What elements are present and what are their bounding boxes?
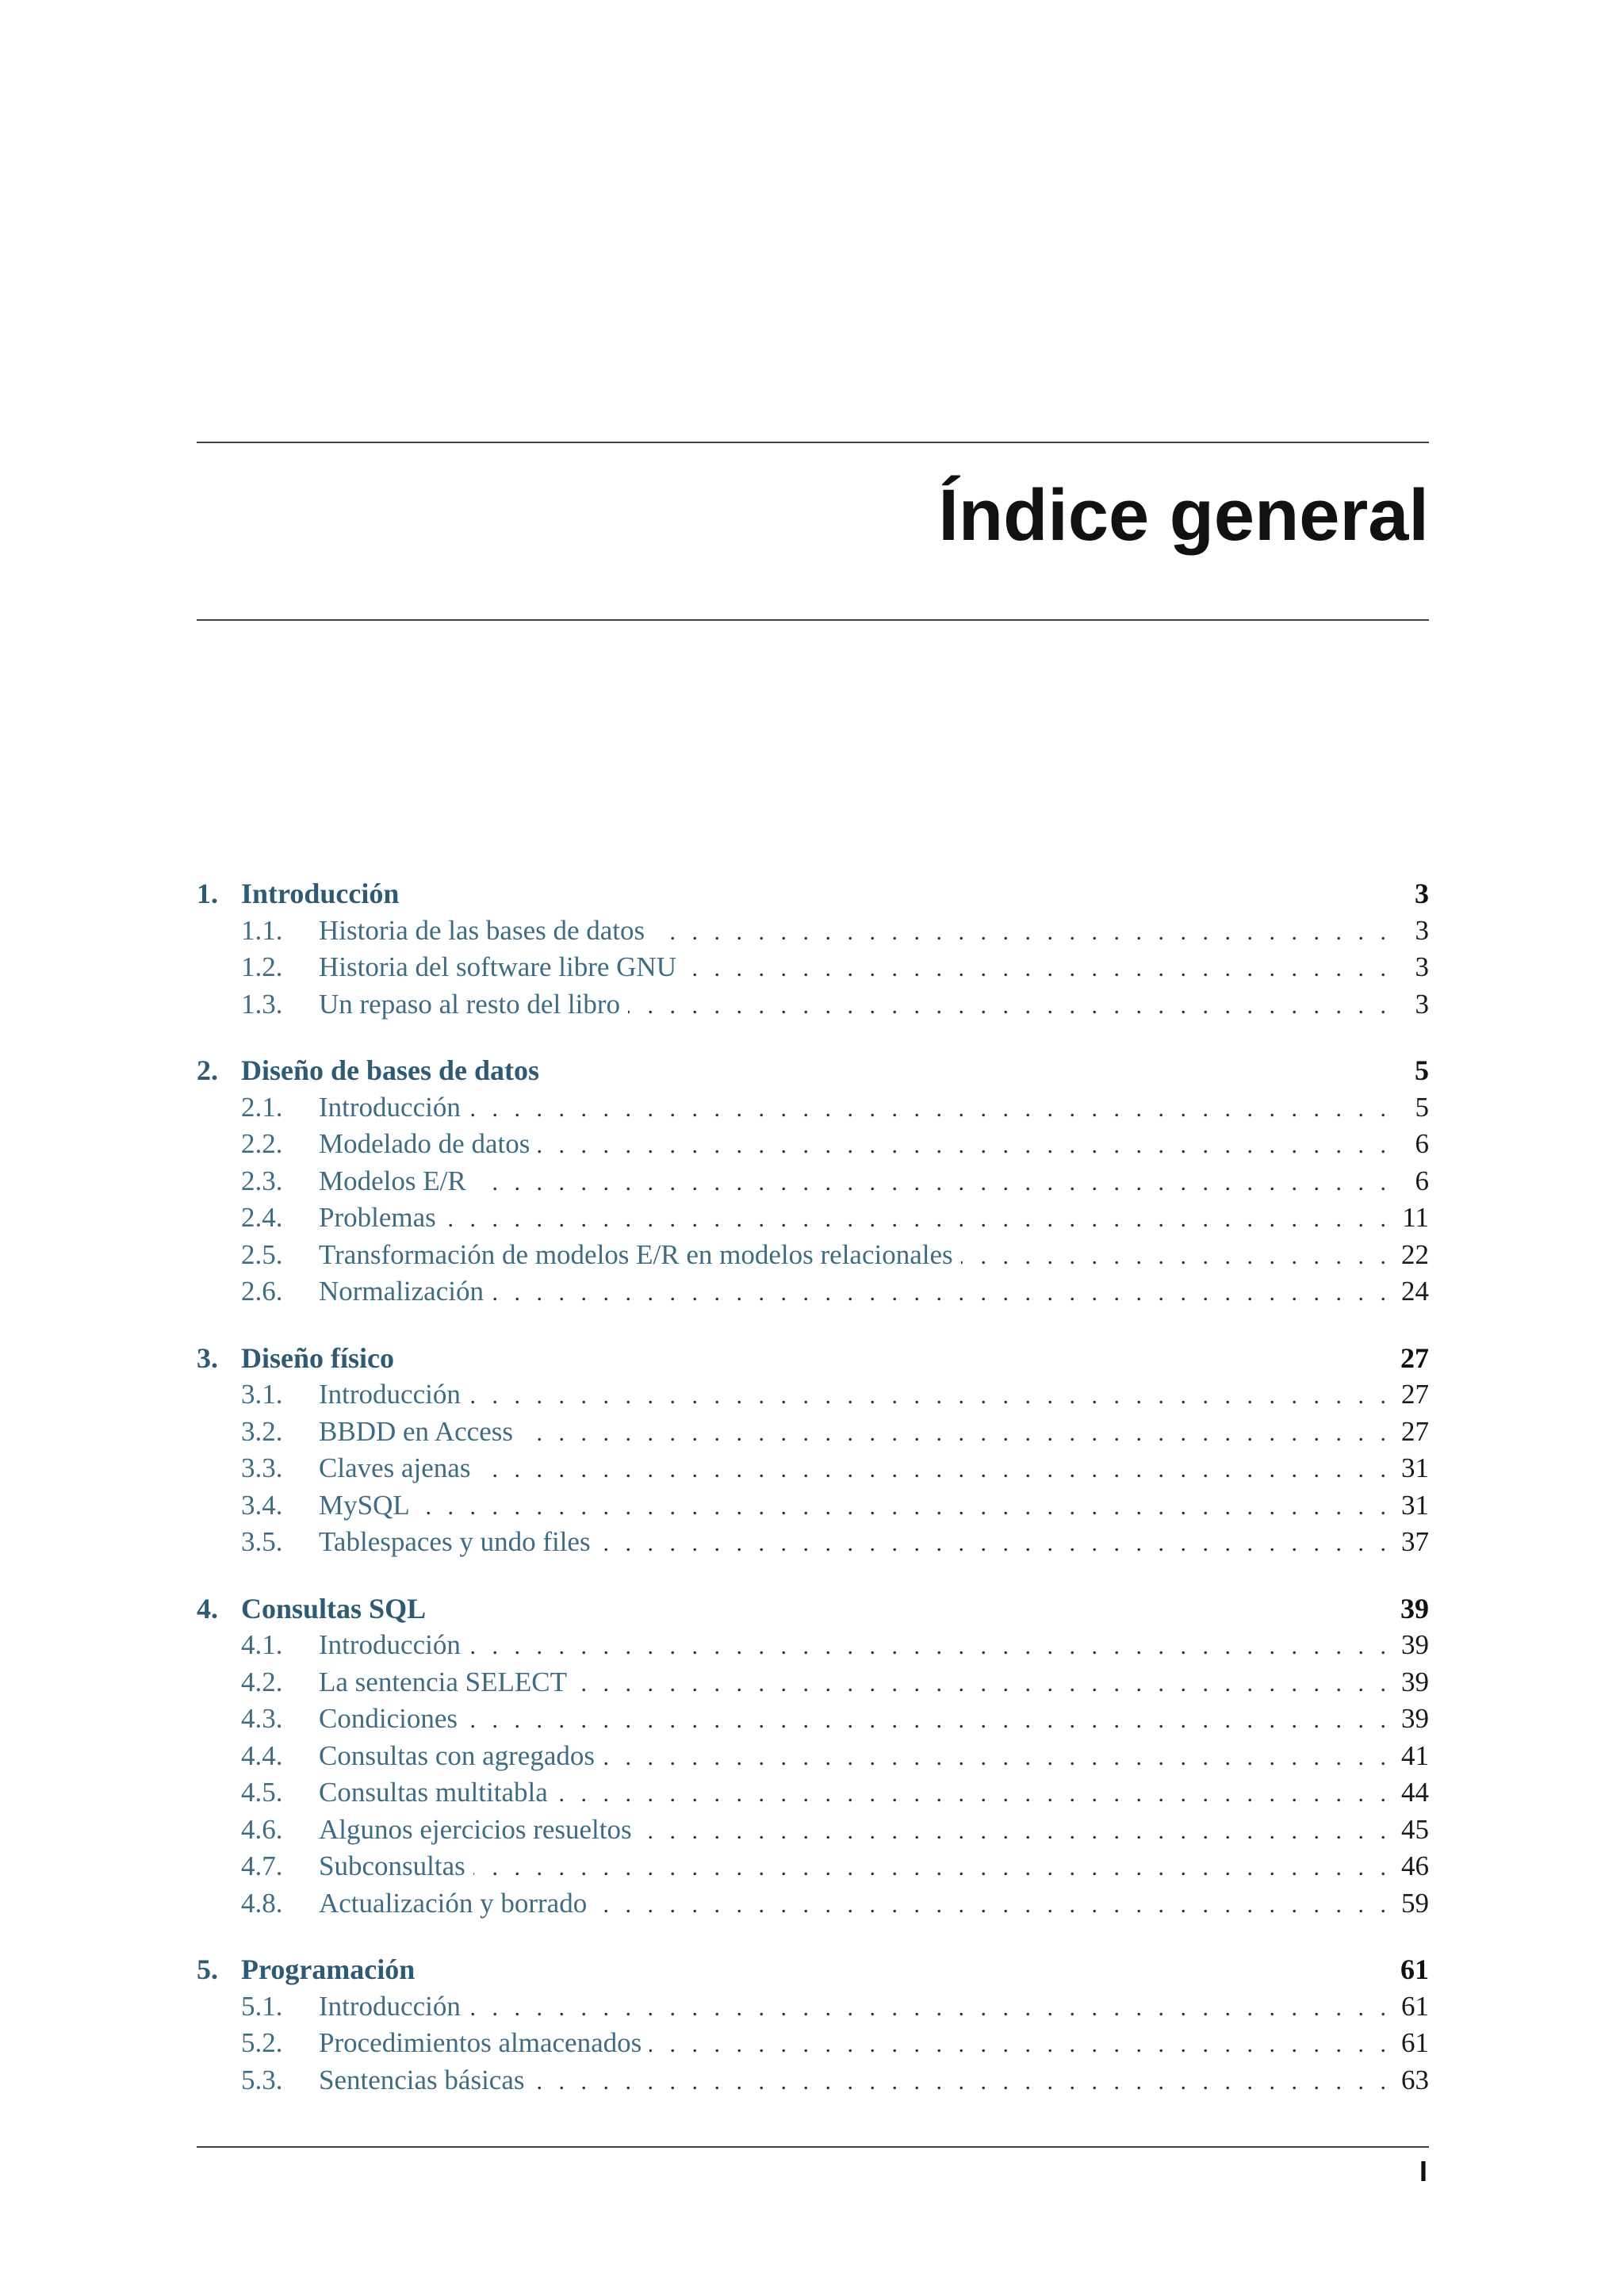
section-page-number[interactable]: 59 bbox=[1401, 1887, 1429, 1919]
toc-section-entry[interactable] bbox=[197, 2025, 1429, 2062]
page-title: Índice general bbox=[938, 475, 1429, 556]
section-page-number[interactable]: 3 bbox=[1415, 988, 1429, 1020]
section-number[interactable]: 2.4. bbox=[241, 1202, 283, 1233]
toc-section-entry[interactable] bbox=[197, 1848, 1429, 1885]
dot-leader bbox=[478, 1452, 1386, 1489]
section-number[interactable]: 1.1. bbox=[241, 914, 283, 946]
dot-leader bbox=[649, 2026, 1386, 2064]
dot-leader bbox=[628, 988, 1386, 1025]
toc-chapter bbox=[197, 1052, 1429, 1311]
section-page-number[interactable]: 5 bbox=[1415, 1091, 1429, 1123]
section-page-number[interactable]: 44 bbox=[1401, 1777, 1429, 1808]
dot-leader bbox=[469, 1990, 1386, 2027]
section-number[interactable]: 4.3. bbox=[241, 1703, 283, 1734]
toc-section-entry[interactable] bbox=[197, 1376, 1429, 1414]
section-number[interactable]: 1.3. bbox=[241, 988, 283, 1020]
toc-section-entry[interactable] bbox=[197, 1812, 1429, 1849]
toc-chapter-entry[interactable] bbox=[197, 1340, 1429, 1377]
toc-section-entry[interactable] bbox=[197, 1627, 1429, 1664]
dot-leader bbox=[418, 1489, 1386, 1526]
dot-leader bbox=[595, 1887, 1386, 1924]
section-page-number[interactable]: 39 bbox=[1401, 1629, 1429, 1660]
chapter-number[interactable]: 4. bbox=[197, 1592, 218, 1624]
section-page-number[interactable]: 3 bbox=[1415, 914, 1429, 946]
section-title-link[interactable]: Introducción bbox=[319, 1629, 461, 1660]
toc-chapter bbox=[197, 1951, 1429, 2099]
toc-chapter bbox=[197, 875, 1429, 1023]
page-number: I bbox=[1419, 2155, 1427, 2187]
chapter-title-link[interactable]: Diseño de bases de datos bbox=[241, 1054, 540, 1086]
chapter-page-number[interactable]: 5 bbox=[1415, 1054, 1429, 1086]
section-page-number[interactable]: 45 bbox=[1401, 1813, 1429, 1845]
section-number[interactable]: 4.5. bbox=[241, 1777, 283, 1808]
section-title-link[interactable]: Consultas con agregados bbox=[319, 1739, 595, 1771]
section-number[interactable]: 4.6. bbox=[241, 1813, 283, 1845]
section-number[interactable]: 3.3. bbox=[241, 1452, 283, 1483]
toc-section-entry[interactable] bbox=[197, 1089, 1429, 1127]
chapter-page-number[interactable]: 27 bbox=[1400, 1341, 1429, 1374]
section-title-link[interactable]: Claves ajenas bbox=[319, 1452, 471, 1483]
section-title-link[interactable]: Modelado de datos bbox=[319, 1128, 530, 1159]
section-number[interactable]: 2.6. bbox=[241, 1276, 283, 1307]
section-page-number[interactable]: 11 bbox=[1402, 1202, 1429, 1233]
toc-chapter bbox=[197, 1340, 1429, 1561]
dot-leader bbox=[473, 1850, 1386, 1887]
section-number[interactable]: 2.1. bbox=[241, 1091, 283, 1123]
toc-section-entry[interactable] bbox=[197, 1487, 1429, 1525]
section-number[interactable]: 4.7. bbox=[241, 1850, 283, 1881]
top-rule bbox=[197, 442, 1429, 443]
section-page-number[interactable]: 61 bbox=[1401, 1990, 1429, 2022]
section-title-link[interactable]: Subconsultas bbox=[319, 1850, 465, 1881]
section-page-number[interactable]: 41 bbox=[1401, 1739, 1429, 1771]
section-title-link[interactable]: Sentencias básicas bbox=[319, 2064, 525, 2095]
dot-leader bbox=[492, 1275, 1386, 1312]
section-title-link[interactable]: Normalización bbox=[319, 1276, 484, 1307]
toc-chapter-entry[interactable] bbox=[197, 875, 1429, 913]
dot-leader bbox=[961, 1238, 1386, 1276]
toc-chapter-entry[interactable] bbox=[197, 1052, 1429, 1089]
section-title-link[interactable]: Algunos ejercicios resueltos bbox=[319, 1813, 632, 1845]
table-of-contents bbox=[197, 875, 1429, 2099]
section-number[interactable]: 5.1. bbox=[241, 1990, 283, 2022]
dot-leader bbox=[521, 1415, 1386, 1452]
section-title-link[interactable]: Historia de las bases de datos bbox=[319, 914, 645, 946]
section-page-number[interactable]: 39 bbox=[1401, 1703, 1429, 1734]
section-number[interactable]: 4.2. bbox=[241, 1666, 283, 1697]
section-number[interactable]: 3.4. bbox=[241, 1489, 283, 1521]
dot-leader bbox=[575, 1666, 1386, 1703]
section-title-link[interactable]: Introducción bbox=[319, 1091, 461, 1123]
chapter-title-link[interactable]: Diseño físico bbox=[241, 1341, 394, 1374]
section-number[interactable]: 3.2. bbox=[241, 1415, 283, 1447]
section-page-number[interactable]: 31 bbox=[1401, 1452, 1429, 1483]
section-number[interactable]: 2.2. bbox=[241, 1128, 283, 1159]
chapter-number[interactable]: 3. bbox=[197, 1341, 218, 1374]
section-title-link[interactable]: Problemas bbox=[319, 1202, 436, 1233]
toc-section-entry[interactable] bbox=[197, 949, 1429, 986]
chapter-title-link[interactable]: Consultas SQL bbox=[241, 1592, 427, 1624]
dot-leader bbox=[469, 1378, 1386, 1415]
section-page-number[interactable]: 6 bbox=[1415, 1128, 1429, 1159]
dot-leader bbox=[684, 951, 1386, 988]
toc-section-entry[interactable] bbox=[197, 1774, 1429, 1812]
section-page-number[interactable]: 61 bbox=[1401, 2027, 1429, 2058]
section-title-link[interactable]: Introducción bbox=[319, 1990, 461, 2022]
chapter-number[interactable]: 1. bbox=[197, 878, 218, 909]
section-number[interactable]: 3.5. bbox=[241, 1526, 283, 1557]
title-rule bbox=[197, 619, 1429, 621]
section-number[interactable]: 5.3. bbox=[241, 2064, 283, 2095]
toc-section-entry[interactable] bbox=[197, 913, 1429, 950]
section-title-link[interactable]: Introducción bbox=[319, 1379, 461, 1410]
section-title-link[interactable]: La sentencia SELECT bbox=[319, 1666, 567, 1697]
toc-section-entry[interactable] bbox=[197, 1450, 1429, 1487]
dot-leader bbox=[556, 1776, 1386, 1813]
section-title-link[interactable]: Condiciones bbox=[319, 1703, 458, 1734]
chapter-page-number[interactable]: 61 bbox=[1400, 1954, 1429, 1985]
section-page-number[interactable]: 24 bbox=[1401, 1276, 1429, 1307]
toc-chapter-entry[interactable] bbox=[197, 1951, 1429, 1988]
section-page-number[interactable]: 39 bbox=[1401, 1666, 1429, 1697]
toc-section-entry[interactable] bbox=[197, 2062, 1429, 2099]
dot-leader bbox=[469, 1628, 1386, 1666]
dot-leader bbox=[533, 2064, 1387, 2101]
toc-section-entry[interactable] bbox=[197, 1273, 1429, 1311]
footer-rule bbox=[197, 2146, 1429, 2148]
dot-leader bbox=[640, 1813, 1386, 1850]
section-title-link[interactable]: MySQL bbox=[319, 1489, 410, 1521]
chapter-page-number[interactable]: 3 bbox=[1415, 878, 1429, 909]
toc-section-entry[interactable] bbox=[197, 1701, 1429, 1738]
section-number[interactable]: 2.3. bbox=[241, 1165, 283, 1196]
section-number[interactable]: 1.2. bbox=[241, 951, 283, 982]
section-number[interactable]: 2.5. bbox=[241, 1238, 283, 1270]
dot-leader bbox=[469, 1091, 1386, 1128]
dot-leader bbox=[444, 1201, 1386, 1238]
section-page-number[interactable]: 31 bbox=[1401, 1489, 1429, 1521]
section-page-number[interactable]: 46 bbox=[1401, 1850, 1429, 1881]
chapter-title-link[interactable]: Programación bbox=[241, 1954, 416, 1985]
section-number[interactable]: 5.2. bbox=[241, 2027, 283, 2058]
section-number[interactable]: 4.1. bbox=[241, 1629, 283, 1660]
chapter-title-link[interactable]: Introducción bbox=[241, 878, 400, 909]
toc-section-entry[interactable] bbox=[197, 1524, 1429, 1561]
dot-leader bbox=[603, 1739, 1386, 1777]
section-number[interactable]: 4.8. bbox=[241, 1887, 283, 1919]
section-page-number[interactable]: 22 bbox=[1401, 1238, 1429, 1270]
chapter-number[interactable]: 2. bbox=[197, 1054, 218, 1086]
dot-leader bbox=[465, 1702, 1386, 1739]
toc-section-entry[interactable] bbox=[197, 1200, 1429, 1237]
section-number[interactable]: 3.1. bbox=[241, 1379, 283, 1410]
toc-section-entry[interactable] bbox=[197, 1664, 1429, 1701]
section-title-link[interactable]: Un repaso al resto del libro bbox=[319, 988, 621, 1020]
section-page-number[interactable]: 27 bbox=[1401, 1379, 1429, 1410]
dot-leader bbox=[653, 914, 1386, 951]
toc-section-entry[interactable] bbox=[197, 986, 1429, 1024]
section-page-number[interactable]: 37 bbox=[1401, 1526, 1429, 1557]
section-page-number[interactable]: 27 bbox=[1401, 1415, 1429, 1447]
toc-section-entry[interactable] bbox=[197, 1126, 1429, 1163]
section-page-number[interactable]: 63 bbox=[1401, 2064, 1429, 2095]
section-number[interactable]: 4.4. bbox=[241, 1739, 283, 1771]
toc-section-entry[interactable] bbox=[197, 1885, 1429, 1923]
toc-section-entry[interactable] bbox=[197, 1237, 1429, 1274]
toc-section-entry[interactable] bbox=[197, 1163, 1429, 1200]
dot-leader bbox=[599, 1525, 1386, 1563]
toc-chapter-entry[interactable] bbox=[197, 1590, 1429, 1628]
toc-section-entry[interactable] bbox=[197, 1414, 1429, 1451]
section-title-link[interactable]: Tablespaces y undo files bbox=[319, 1526, 591, 1557]
section-title-link[interactable]: Transformación de modelos E/R en modelos relacionales bbox=[319, 1238, 953, 1270]
dot-leader bbox=[474, 1165, 1386, 1202]
dot-leader bbox=[538, 1127, 1386, 1165]
section-title-link[interactable]: Procedimientos almacenados bbox=[319, 2027, 642, 2058]
section-title-link[interactable]: Modelos E/R bbox=[319, 1165, 466, 1196]
section-title-link[interactable]: Historia del software libre GNU bbox=[319, 951, 676, 982]
toc-section-entry[interactable] bbox=[197, 1738, 1429, 1775]
section-page-number[interactable]: 6 bbox=[1415, 1165, 1429, 1196]
toc-chapter bbox=[197, 1590, 1429, 1923]
section-page-number[interactable]: 3 bbox=[1415, 951, 1429, 982]
section-title-link[interactable]: Actualización y borrado bbox=[319, 1887, 588, 1919]
chapter-page-number[interactable]: 39 bbox=[1400, 1592, 1429, 1624]
section-title-link[interactable]: BBDD en Access bbox=[319, 1415, 513, 1447]
toc-section-entry[interactable] bbox=[197, 1988, 1429, 2026]
section-title-link[interactable]: Consultas multitabla bbox=[319, 1777, 548, 1808]
chapter-number[interactable]: 5. bbox=[197, 1954, 218, 1985]
